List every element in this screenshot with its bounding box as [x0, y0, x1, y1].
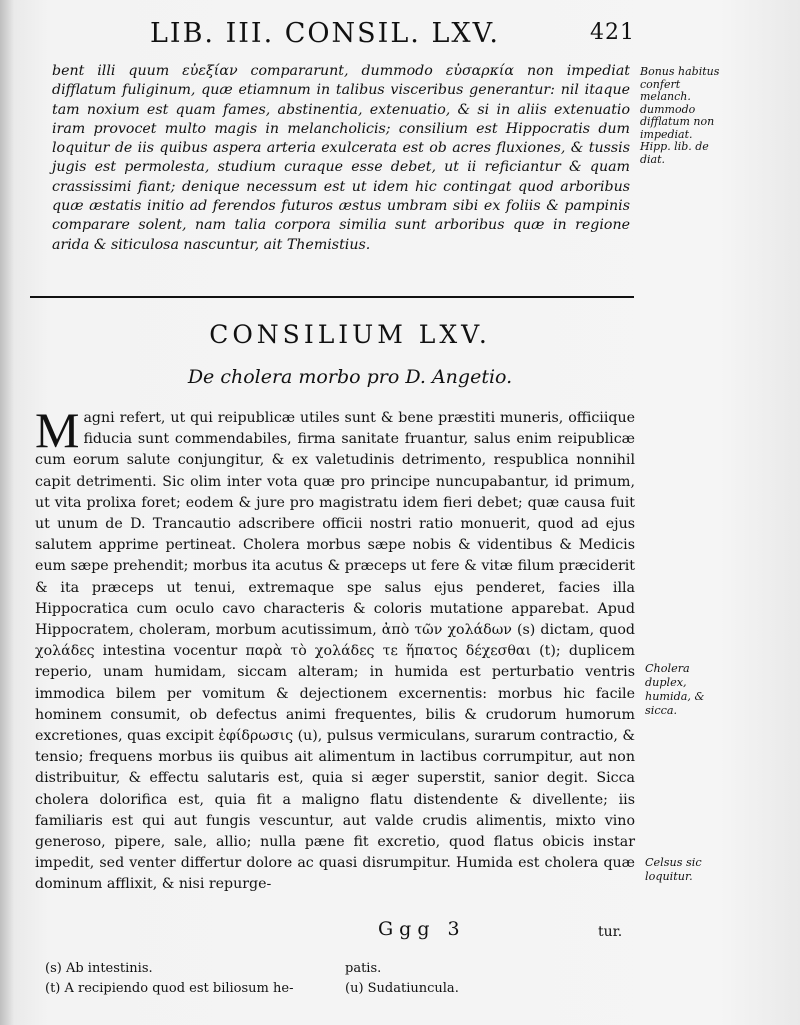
catchword: tur.	[598, 924, 623, 940]
previous-paragraph	[52, 62, 630, 255]
consilium-body	[35, 402, 635, 896]
body-paragraph-text: agni refert, ut qui reipublicæ utiles sunt & bene præstiti muneris, officiique fiducia sunt commendabiles, firma sanitate fruantur, salus enim reipublicæ cum eorum salute conjungitur, & ex valetudinis detrimento, respublica nonnihil capit detrimenti. Sic olim inter vota quæ pro principe nuncupabantur, id primum, ut vita prolixa foret; eodem & jure pro magistratu idem fieri debet; quæ causa fuit ut unum de D. Trancautio adscribere officii nostri ratio monuerit, quod ad ejus salutem apprime pertineat. Cholera morbus sæpe nobis & videntibus & Medicis eum sæpe prehendit; morbus ita acutus & præceps ut fere & vitæ filum præciderit & ita præceps ut tenui, extremaque spe salus ejus penderet, facies illa Hippocratica cum oculo cavo characteris & coloris mutatione apparebat. Apud Hippocratem, choleram, morbum acutissimum, ἀπὸ τῶν χολάδων (s) dictam, quod χολάδες intestina vocentur παρὰ τὸ χολάδες τε ἥπατος δέχεσθαι (t); duplicem reperio, unam humidam, siccam alteram; in humida est perturbatio ventris immodica bilem per vomitum & dejectionem excernentis: morbus hic facile hominem consumit, ob defectus animi frequentes, bilis & crudorum humorum excretiones, quas excipit ἐφίδρωσις (u), pulsus vermiculans, surarum contractio, & tensio; frequens morbus iis quibus ait alimentum in lactibus corrumpitur, aut non distribuitur, & effectu salutaris est, quia si æger superstit, sanior degit. Sicca cholera dolorifica est, quia fit a maligno flatu distendente & divellente; iis familiaris est qui aut fungis vescuntur, aut valde crudis alimentis, mixto vino generoso, pipere, sale, allio; nulla pæne fit excretio, quod flatus obicis instar impedit, sed venter differtur dolore ac quasi disrumpitur. Humida est cholera quæ dominum afflixit, & nisi repurge-	[35, 410, 635, 893]
footnote-t-continued: patis.	[345, 961, 382, 976]
section-rule	[30, 296, 634, 298]
margin-note-celsus: Celsus sic loquitur.	[645, 856, 702, 883]
consilium-title: CONSILIUM LXV.	[209, 320, 491, 349]
drop-cap: M	[35, 402, 80, 458]
footnote-s: (s) Ab intestinis.	[45, 961, 153, 976]
page-number: 421	[590, 20, 635, 45]
signature-mark: Ggg 3	[378, 918, 466, 940]
body-paragraph	[35, 402, 635, 896]
previous-paragraph-text: bent illi quum εὐεξίαν compararunt, dummodo εὐσαρκία non impediat difflatum fuliginum, quæ etiamnum in talibus visceribus generantur: nil itaque tam noxium est quam fames, abstinentia, extenuatio, & si in aliis extenuatio iram provocet multo magis in melancholicis; consilium est Hippocratis dum loquitur de iis quibus aspera arteria exulcerata est ob acres fluxiones, & tussis jugis est permolesta, studium curaque esse debet, ut ii reficiantur & quam crassissimi fiant; denique necessum est ut idem hic contingat quod arboribus quæ æstatis initio ad ferendos futuros æstus umbram sibi ex foliis & pampinis comparare solent, nam talia corpora similia sunt arboribus quæ in regione arida & siticulosa nascuntur, ait Themistius.	[52, 63, 630, 253]
binding-shadow	[0, 0, 14, 1025]
footnote-u: (u) Sudatiuncula.	[345, 981, 459, 996]
running-title: LIB. III. CONSIL. LXV.	[150, 18, 500, 49]
margin-note-cholera: Cholera duplex, humida, & sicca.	[645, 662, 705, 717]
consilium-subtitle: De cholera morbo pro D. Angetio.	[187, 366, 513, 388]
margin-note-bonus: Bonus habitus confert melanch. dummodo difflatum non impediat. Hipp. lib. de diat.	[640, 65, 720, 166]
footnote-t: (t) A recipiendo quod est biliosum he-	[45, 981, 294, 996]
